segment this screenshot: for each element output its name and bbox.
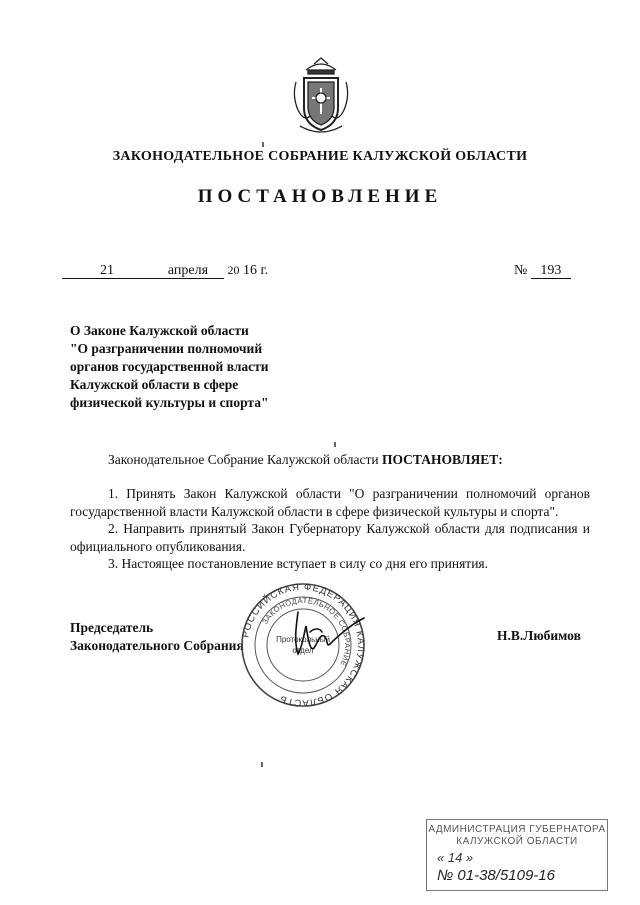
document-number	[514, 263, 571, 279]
signatory-name: Н.В.Любимов	[497, 628, 581, 643]
resolution-item: 3. Настоящее постановление вступает в силу со дня его принятия.	[108, 556, 489, 571]
stamp-reg-number: № 01-38/5109-16	[437, 867, 555, 884]
subject-line: "О разграничении полномочий	[70, 341, 263, 356]
signatory-title-line: Председатель	[70, 620, 154, 635]
stamp-line2: КАЛУЖСКОЙ ОБЛАСТИ	[456, 836, 578, 847]
subject-line: Калужской области в сфере	[70, 377, 239, 392]
stamp-line1: АДМИНИСТРАЦИЯ ГУБЕРНАТОРА	[428, 824, 606, 835]
date-year-suffix: 16	[243, 263, 257, 278]
scan-speck	[262, 142, 264, 147]
resolution-body	[70, 485, 590, 573]
stamp-date: « 14 »	[437, 850, 474, 865]
scan-speck	[334, 442, 336, 447]
document-date	[62, 263, 268, 279]
seal-outer-text: РОССИЙСКАЯ ФЕДЕРАЦИЯ КАЛУЖСКАЯ ОБЛАСТЬ	[240, 582, 366, 708]
official-seal	[240, 582, 366, 708]
date-day: 21	[62, 264, 152, 279]
scan-speck	[261, 762, 263, 767]
signatory-title	[70, 619, 244, 655]
resolution-item: 1. Принять Закон Калужской области "О разграничении полномочий органов государственной власти Калужской области в сфере физической культуры и спорта".	[70, 486, 590, 519]
resolution-verb: ПОСТАНОВЛЯЕТ:	[382, 452, 503, 467]
subject-line: органов государственной власти	[70, 359, 269, 374]
date-year-abbrev: г.	[260, 263, 269, 278]
seal-center-line1: Протокольный	[276, 635, 330, 644]
resolution-intro-text: Законодательное Собрание Калужской области	[108, 452, 379, 467]
date-month: апреля	[152, 264, 224, 279]
number-value: 193	[531, 264, 571, 279]
organization-title: ЗАКОНОДАТЕЛЬНОЕ СОБРАНИЕ КАЛУЖСКОЙ ОБЛАСТИ	[112, 149, 528, 164]
seal-center-line2: отдел	[292, 646, 314, 655]
document-subject	[70, 322, 269, 412]
subject-line: физической культуры и спорта"	[70, 395, 269, 410]
number-sign: №	[514, 263, 528, 278]
resolution-intro	[108, 452, 503, 468]
document-type: ПОСТАНОВЛЕНИЕ	[197, 186, 443, 207]
seal-inner-text: ЗАКОНОДАТЕЛЬНОЕ СОБРАНИЕ	[260, 595, 353, 668]
resolution-item: 2. Направить принятый Закон Губернатору Калужской области для подписания и официального опубликования.	[70, 521, 590, 554]
registration-stamp	[426, 819, 608, 891]
subject-line: О Законе Калужской области	[70, 323, 249, 338]
date-year-prefix: 20	[227, 263, 240, 277]
signatory-title-line: Законодательного Собрания	[70, 638, 244, 653]
coat-of-arms-icon	[290, 56, 352, 136]
